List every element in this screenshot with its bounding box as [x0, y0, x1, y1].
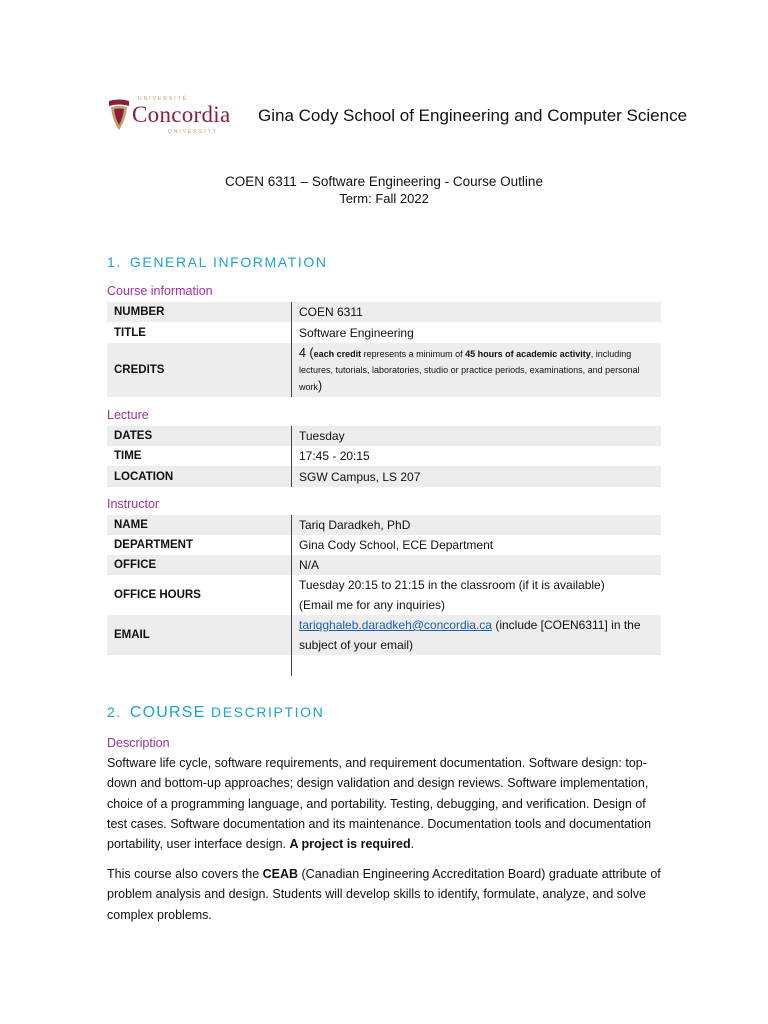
section-1-heading: [107, 254, 328, 270]
row-key: OFFICE: [107, 555, 292, 575]
course-information-subhead: Course information: [107, 284, 213, 298]
row-key: NAME: [107, 515, 292, 535]
email-value: tariqghaleb.daradkeh@concordia.ca (include [COEN6311] in the subject of your email): [292, 615, 662, 655]
row-key: TITLE: [107, 322, 292, 343]
school-name: Gina Cody School of Engineering and Computer Science: [258, 106, 688, 125]
row-value: COEN 6311: [292, 302, 662, 322]
table-row: [107, 615, 661, 655]
row-key: EMAIL: [107, 615, 292, 655]
row-key-empty: [107, 655, 292, 676]
row-key: LOCATION: [107, 466, 292, 487]
table-row: [107, 655, 661, 676]
row-key: TIME: [107, 446, 292, 466]
course-information-table: [107, 302, 661, 397]
row-value: N/A: [292, 555, 662, 575]
table-row: [107, 515, 661, 535]
row-value-empty: [292, 655, 662, 676]
table-row: [107, 535, 661, 555]
ceab-paragraph: This course also covers the CEAB (Canadian Engineering Accreditation Board) graduate attribute of problem analysis and design. Students will develop skills to identify, formulate, analyze, and solve complex problems.: [107, 867, 661, 922]
table-row: [107, 302, 661, 322]
description-paragraph: Software life cycle, software requirements, and requirement documentation. Software design: top-down and bottom-up approaches; design validation and design reviews. Software implementation, choice of a programming language, and portability. Testing, debugging, and verification. Design of test cases. Software documentation and its maintenance. Documentation tools and documentation portability, user interface design. A project is required.: [107, 756, 652, 852]
logo-bottom-text: UNIVERSITY: [168, 129, 219, 135]
section-2-heading: [107, 704, 324, 722]
table-row: [107, 446, 661, 466]
instructor-table: [107, 515, 661, 676]
row-value: Tariq Daradkeh, PhD: [292, 515, 662, 535]
description-subhead: Description: [107, 736, 170, 750]
row-value: 17:45 - 20:15: [299, 449, 370, 463]
row-key: OFFICE HOURS: [107, 575, 292, 615]
row-key: DEPARTMENT: [107, 535, 292, 555]
table-row: [107, 466, 661, 487]
row-key: CREDITS: [107, 343, 292, 397]
office-hours-value: Tuesday 20:15 to 21:15 in the classroom (if it is available) (Email me for any inquiries): [299, 578, 605, 612]
row-key: DATES: [107, 426, 292, 446]
row-value: SGW Campus, LS 207: [292, 466, 662, 487]
table-row: [107, 426, 661, 446]
term: Term: Fall 2022: [339, 191, 429, 206]
concordia-logo: [108, 96, 240, 140]
row-value: Gina Cody School, ECE Department: [299, 538, 494, 552]
section-number: 2.: [107, 704, 122, 720]
table-row: [107, 343, 661, 397]
row-value: Software Engineering: [299, 325, 414, 340]
row-key: NUMBER: [107, 302, 292, 322]
section-number: 1.: [107, 254, 122, 270]
lecture-subhead: Lecture: [107, 408, 149, 422]
credits-value: 4 (each credit represents a minimum of 45 hours of academic activity, including lectures, tutorials, laboratories, studio or practice periods, examinations, and personal work): [292, 343, 662, 397]
section-title-rest: DESCRIPTION: [205, 704, 325, 720]
instructor-subhead: Instructor: [107, 497, 160, 511]
section-title: GENERAL INFORMATION: [129, 254, 328, 270]
row-value: Tuesday: [292, 426, 662, 446]
lecture-table: [107, 426, 661, 487]
logo-wordmark: Concordia: [132, 102, 231, 127]
concordia-shield-icon: [108, 98, 130, 132]
section-title-first: COURSE: [129, 704, 206, 721]
logo-top-text: UNIVERSITÉ: [138, 96, 189, 102]
table-row: [107, 555, 661, 575]
course-outline-title: COEN 6311 – Software Engineering - Course Outline: [225, 174, 543, 189]
table-row: [107, 322, 661, 343]
table-row: [107, 575, 661, 615]
email-link[interactable]: tariqghaleb.daradkeh@concordia.ca: [299, 618, 492, 632]
